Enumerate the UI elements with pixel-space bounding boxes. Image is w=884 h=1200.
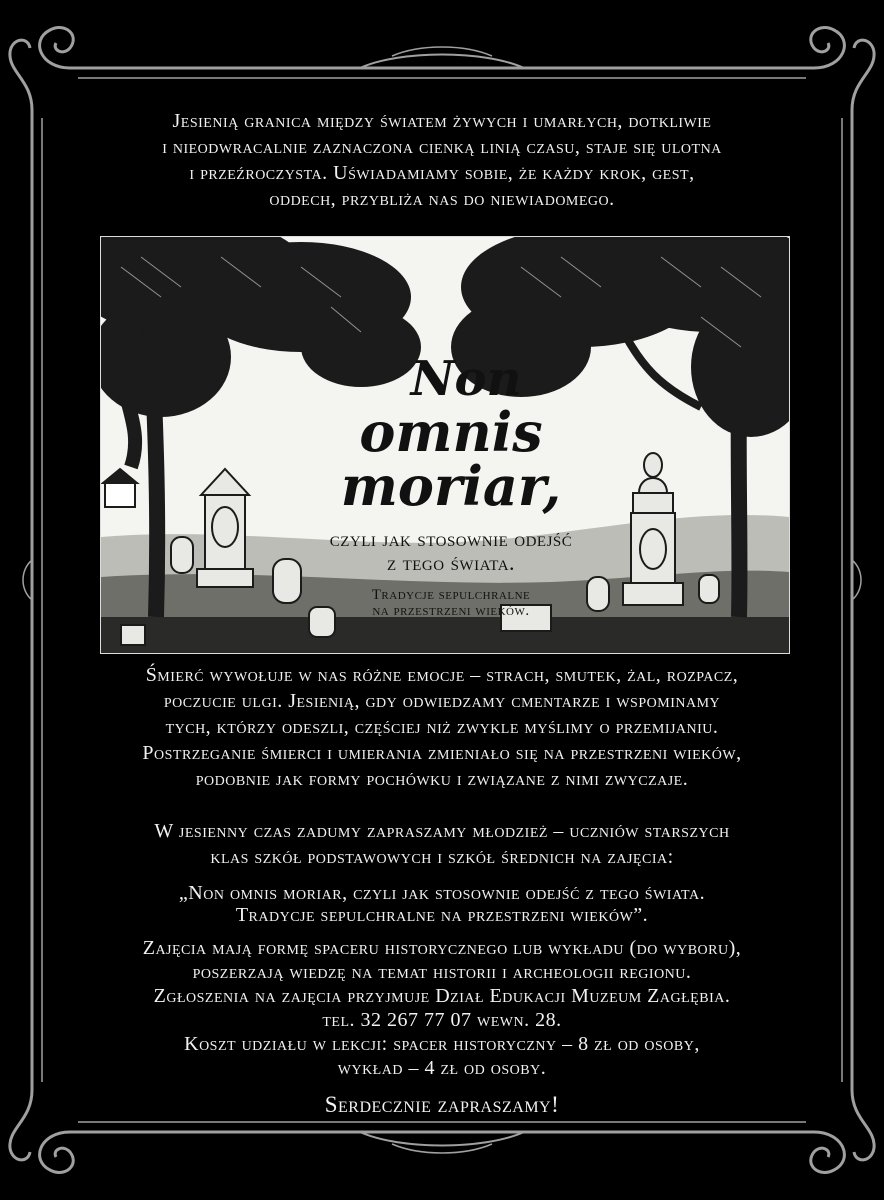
intro-line: Jesienią granica między światem żywych i umarłych, dotkliwie xyxy=(172,110,712,132)
intro-line: oddech, przybliża nas do niewiadomego. xyxy=(269,188,615,210)
paragraph-line: Śmierć wywołuje w nas różne emocje – strach, smutek, żal, rozpacz, xyxy=(145,664,739,686)
details-paragraph xyxy=(0,936,884,1080)
paragraph-line: poczucie ulgi. Jesienią, gdy odwiedzamy cmentarze i wspominamy xyxy=(163,690,721,712)
emotions-paragraph xyxy=(0,662,884,792)
banner-subtitle-line2: z tego świata. xyxy=(386,550,516,575)
paragraph-line: Zgłoszenia na zajęcia przyjmuje Dział Edukacji Muzeum Zagłębia. xyxy=(153,985,731,1007)
paragraph-line: tych, którzy odeszli, częściej niż zwykle myślimy o przemijaniu. xyxy=(165,716,719,738)
banner-subtitle-line1: czyli jak stosownie odejść xyxy=(329,526,573,551)
paragraph-line: Tradycje sepulchralne na przestrzeni wieków”. xyxy=(235,904,649,926)
paragraph-line: Postrzeganie śmierci i umierania zmieniało się na przestrzeni wieków, xyxy=(142,742,742,764)
invitation-paragraph xyxy=(0,818,884,870)
paragraph-line: Koszt udziału w lekcji: spacer historyczny – 8 zł od osoby, xyxy=(184,1033,700,1055)
banner-tagline-line1: Tradycje sepulchralne xyxy=(371,587,531,603)
intro-line: i nieodwracalnie zaznaczona cienką linią czasu, staje się ulotna xyxy=(162,136,722,158)
banner-title xyxy=(251,351,651,619)
banner-tagline-line2: na przestrzeni wieków. xyxy=(372,603,530,619)
paragraph-line: W jesienny czas zadumy zapraszamy młodzież – uczniów starszych xyxy=(154,820,730,842)
banner-tagline xyxy=(251,587,651,619)
intro-line: i przeźroczysta. Uświadamiamy sobie, że każdy krok, gest, xyxy=(189,162,695,184)
banner-title-line2: omnis moriar, xyxy=(340,400,562,518)
paragraph-line: Zajęcia mają formę spaceru historycznego lub wykładu (do wyboru), xyxy=(142,937,742,959)
phone-line: tel. 32 267 77 07 wewn. 28. xyxy=(322,1009,562,1031)
lesson-title-paragraph xyxy=(0,882,884,926)
paragraph-line: wykład – 4 zł od osoby. xyxy=(337,1057,547,1079)
paragraph-line: poszerzają wiedzę na temat historii i archeologii regionu. xyxy=(192,961,692,983)
paragraph-line: „Non omnis moriar, czyli jak stosownie odejść z tego świata. xyxy=(178,882,706,904)
paragraph-line: klas szkół podstawowych i szkół średnich na zajęcia: xyxy=(210,846,674,868)
cemetery-engraving-banner xyxy=(100,236,790,654)
intro-paragraph xyxy=(0,108,884,212)
closing-invitation: Serdecznie zapraszamy! xyxy=(324,1092,560,1117)
paragraph-line: podobnie jak formy pochówku i związane z nimi zwyczaje. xyxy=(195,768,689,790)
banner-title-line1: Non xyxy=(410,351,522,407)
banner-subtitle xyxy=(251,527,651,575)
